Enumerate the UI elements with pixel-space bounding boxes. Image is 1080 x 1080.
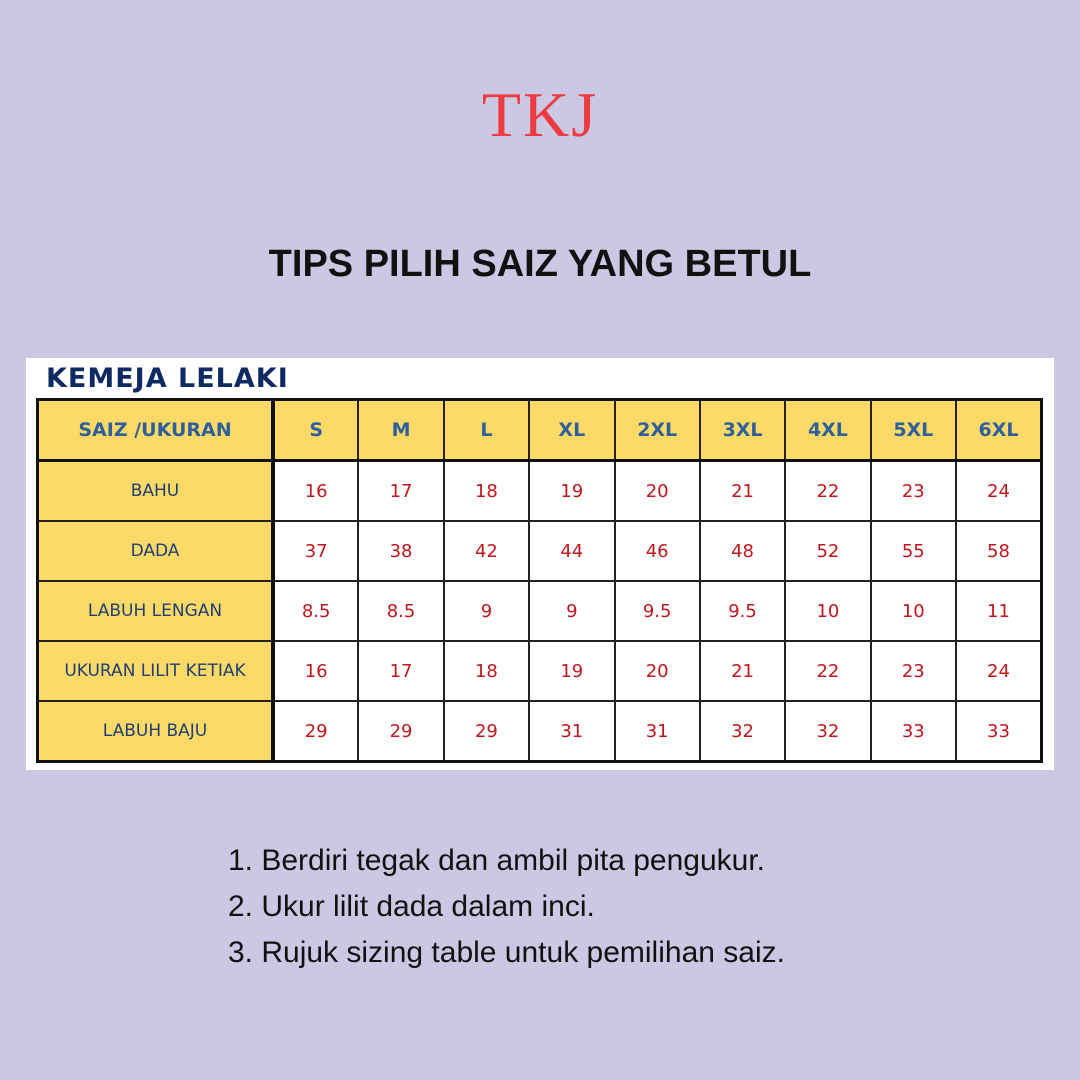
size-column-header: M — [358, 400, 443, 461]
row-label: LABUH BAJU — [38, 701, 274, 762]
size-header-row — [38, 400, 1042, 461]
table-cell: 10 — [785, 581, 870, 641]
table-cell: 9.5 — [615, 581, 700, 641]
table-cell: 19 — [529, 461, 614, 522]
table-cell: 17 — [358, 461, 443, 522]
table-cell: 23 — [871, 641, 956, 701]
row-label: LABUH LENGAN — [38, 581, 274, 641]
table-cell: 31 — [529, 701, 614, 762]
table-cell: 29 — [444, 701, 529, 762]
table-cell: 46 — [615, 521, 700, 581]
table-row — [38, 521, 1042, 581]
table-cell: 24 — [956, 461, 1042, 522]
size-column-header: 3XL — [700, 400, 785, 461]
size-column-header: S — [273, 400, 358, 461]
table-cell: 9.5 — [700, 581, 785, 641]
table-cell: 16 — [273, 641, 358, 701]
table-cell: 10 — [871, 581, 956, 641]
size-chart-card — [26, 358, 1054, 770]
table-cell: 44 — [529, 521, 614, 581]
table-row — [38, 461, 1042, 522]
table-cell: 52 — [785, 521, 870, 581]
table-cell: 29 — [358, 701, 443, 762]
table-cell: 9 — [444, 581, 529, 641]
tip-item: 3. Rujuk sizing table untuk pemilihan saiz. — [228, 936, 785, 969]
table-cell: 33 — [871, 701, 956, 762]
table-cell: 55 — [871, 521, 956, 581]
size-chart-table — [36, 398, 1043, 763]
table-cell: 32 — [785, 701, 870, 762]
table-cell: 38 — [358, 521, 443, 581]
table-cell: 42 — [444, 521, 529, 581]
size-column-header: L — [444, 400, 529, 461]
table-cell: 18 — [444, 641, 529, 701]
tip-item: 1. Berdiri tegak dan ambil pita pengukur. — [228, 844, 765, 877]
table-cell: 22 — [785, 461, 870, 522]
table-cell: 20 — [615, 641, 700, 701]
tip-item: 2. Ukur lilit dada dalam inci. — [228, 890, 595, 923]
table-cell: 9 — [529, 581, 614, 641]
table-cell: 23 — [871, 461, 956, 522]
size-chart-heading: KEMEJA LELAKI — [46, 363, 289, 394]
brand-logo: TKJ — [481, 79, 599, 150]
size-column-header: 4XL — [785, 400, 870, 461]
table-cell: 29 — [273, 701, 358, 762]
table-cell: 37 — [273, 521, 358, 581]
table-cell: 32 — [700, 701, 785, 762]
table-cell: 21 — [700, 641, 785, 701]
table-cell: 58 — [956, 521, 1042, 581]
size-column-header: 5XL — [871, 400, 956, 461]
table-cell: 20 — [615, 461, 700, 522]
size-header-label: SAIZ /UKURAN — [38, 400, 274, 461]
table-row — [38, 701, 1042, 762]
table-cell: 24 — [956, 641, 1042, 701]
table-cell: 17 — [358, 641, 443, 701]
size-column-header: 2XL — [615, 400, 700, 461]
table-cell: 11 — [956, 581, 1042, 641]
row-label: BAHU — [38, 461, 274, 522]
table-cell: 19 — [529, 641, 614, 701]
table-row — [38, 581, 1042, 641]
size-column-header: XL — [529, 400, 614, 461]
table-cell: 33 — [956, 701, 1042, 762]
page-title: TIPS PILIH SAIZ YANG BETUL — [268, 243, 812, 285]
row-label: DADA — [38, 521, 274, 581]
table-cell: 8.5 — [358, 581, 443, 641]
size-column-header: 6XL — [956, 400, 1042, 461]
table-cell: 18 — [444, 461, 529, 522]
table-cell: 22 — [785, 641, 870, 701]
tips-list — [228, 838, 785, 976]
table-cell: 16 — [273, 461, 358, 522]
table-cell: 21 — [700, 461, 785, 522]
row-label: UKURAN LILIT KETIAK — [38, 641, 274, 701]
table-cell: 31 — [615, 701, 700, 762]
table-row — [38, 641, 1042, 701]
table-cell: 48 — [700, 521, 785, 581]
table-cell: 8.5 — [273, 581, 358, 641]
